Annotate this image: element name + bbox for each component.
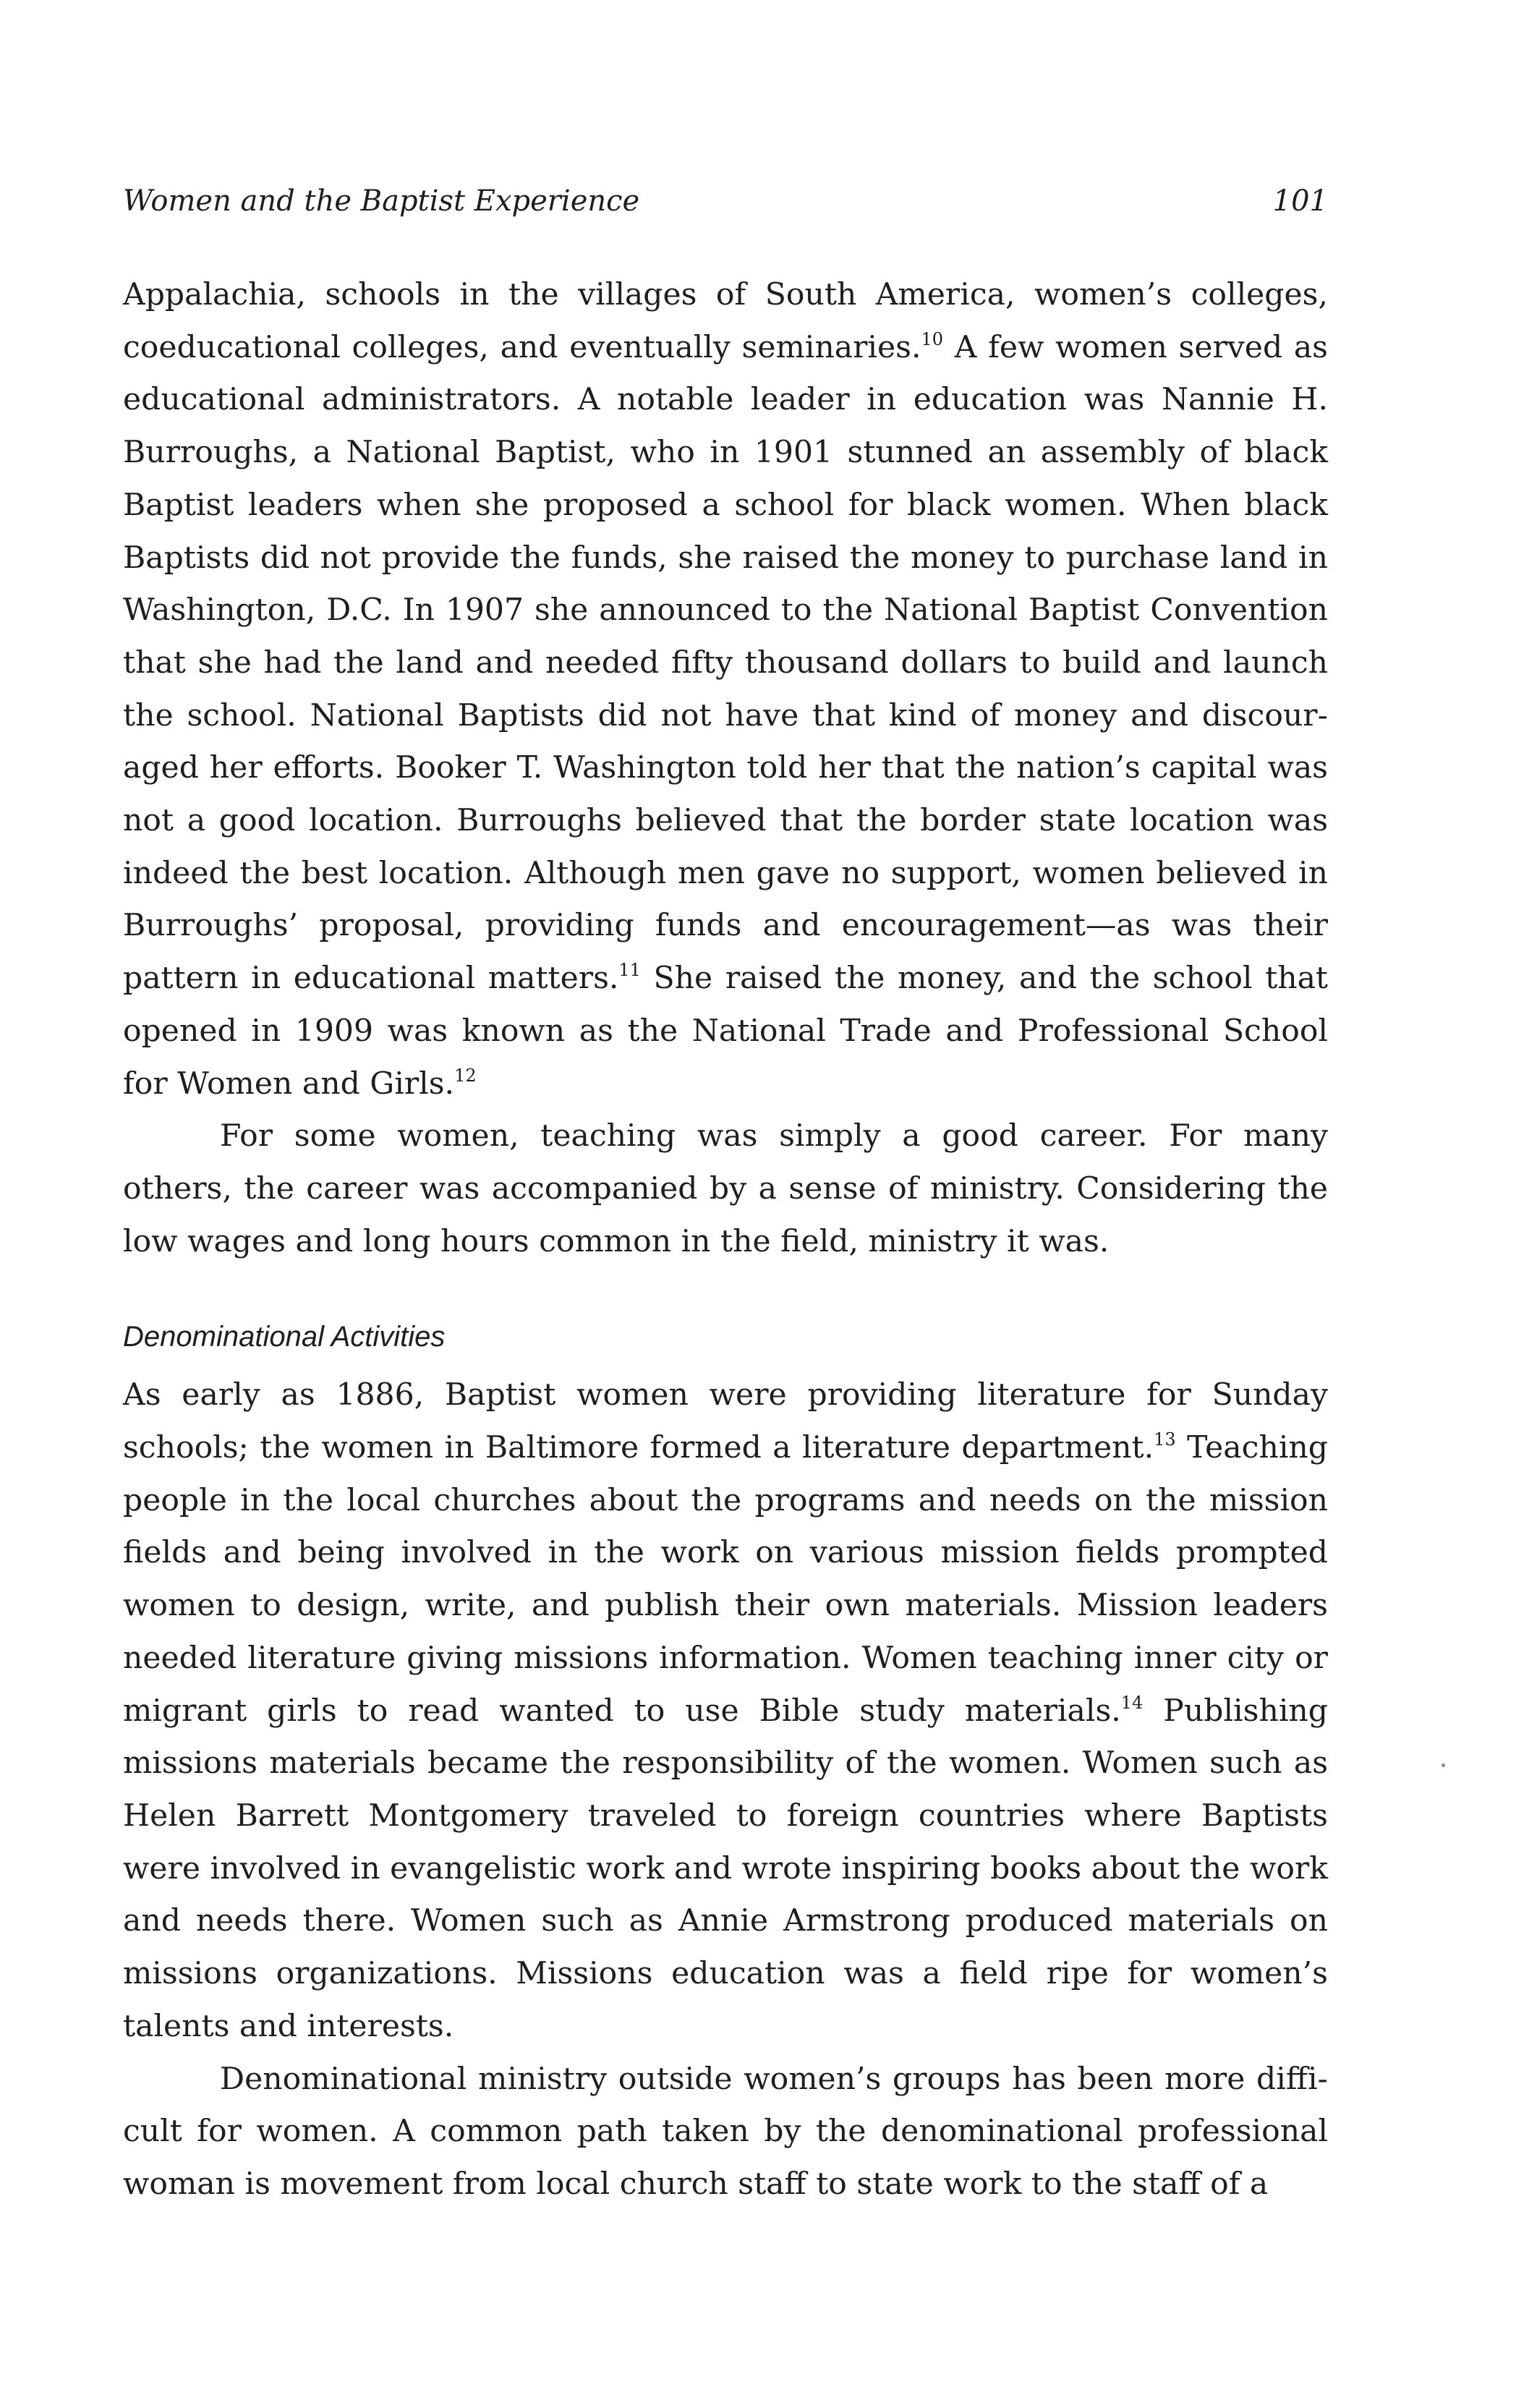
running-head bbox=[123, 179, 1328, 223]
stray-ink-mark bbox=[1442, 1764, 1445, 1767]
footnote-ref-13: 13 bbox=[1154, 1429, 1176, 1450]
paragraph-denominational-literature bbox=[123, 1369, 1328, 2053]
running-head-title: Women and the Baptist Experience bbox=[123, 184, 640, 218]
footnote-ref-12: 12 bbox=[454, 1065, 477, 1086]
text-run: Teaching people in the local churches about the programs and needs on the mission fields and being involved in the work on various mission fields prompted women to design, write, and publish their own materials. Mission leaders needed literature giving missions information. Women teaching inner city or migrant girls to read wanted to use Bible study materials. bbox=[123, 1430, 1328, 1729]
page-number: 101 bbox=[1272, 184, 1328, 218]
text-run: As early as 1886, Baptist women were providing literature for Sunday schools; the women in Baltimore formed a literature department. bbox=[123, 1377, 1328, 1466]
paragraph-denominational-ministry bbox=[123, 2054, 1328, 2211]
text-run: Appalachia, schools in the villages of South America, women’s colleges, coeducational colleges, and eventually seminaries. bbox=[123, 277, 1328, 365]
section-heading: Denominational Activities bbox=[123, 1321, 446, 1353]
footnote-ref-14: 14 bbox=[1120, 1692, 1144, 1713]
footnote-ref-10: 10 bbox=[921, 328, 944, 349]
paragraph-burroughs bbox=[123, 269, 1328, 1110]
paragraph-teaching-ministry bbox=[123, 1110, 1328, 1268]
text-run: Publishing missions materials became the responsibility of the women. Women such as Helen Barrett Montgomery traveled to foreign countries where Baptists were involved in evangelistic work and wrote inspiring books about the work and needs there. Women such as Annie Armstrong produced materials on missions organizations. Missions education was a field ripe for women’s talents and interests. bbox=[123, 1693, 1328, 2044]
text-run: A few women served as educational administrators. A notable leader in education was Nannie H. Burroughs, a National Baptist, who in 1901 stunned an assembly of black Baptist leaders when she proposed a school for black women. When black Baptists did not provide the funds, she raised the money to purchase land in Washington, D.C. In 1907 she announced to the National Baptist Convention that she had the land and needed fifty thousand dollars to build and launch the school. National Baptists did not have that kind of money and discouraged her efforts. Booker T. Washington told her that the nation’s capital was not a good location. Burroughs believed that the border state location was indeed the best location. Although men gave no support, women believed in Burroughs’ proposal, providing funds and encouragement—as was their pattern in educational matters. bbox=[123, 329, 1328, 997]
text-run: Denominational ministry outside women’s groups has been more difficult for women. A common path taken by the denominational professional woman is movement from local church staff to state work to the staff of a bbox=[123, 2061, 1328, 2202]
body-text bbox=[123, 269, 1328, 2211]
footnote-ref-11: 11 bbox=[618, 960, 641, 981]
text-run: For some women, teaching was simply a good career. For many others, the career was accompanied by a sense of ministry. Considering the low wages and long hours common in the field, ministry it was. bbox=[123, 1118, 1328, 1259]
text-run: She raised the money, and the school that opened in 1909 was known as the National Trade and Professional School for Women and Girls. bbox=[123, 961, 1328, 1102]
